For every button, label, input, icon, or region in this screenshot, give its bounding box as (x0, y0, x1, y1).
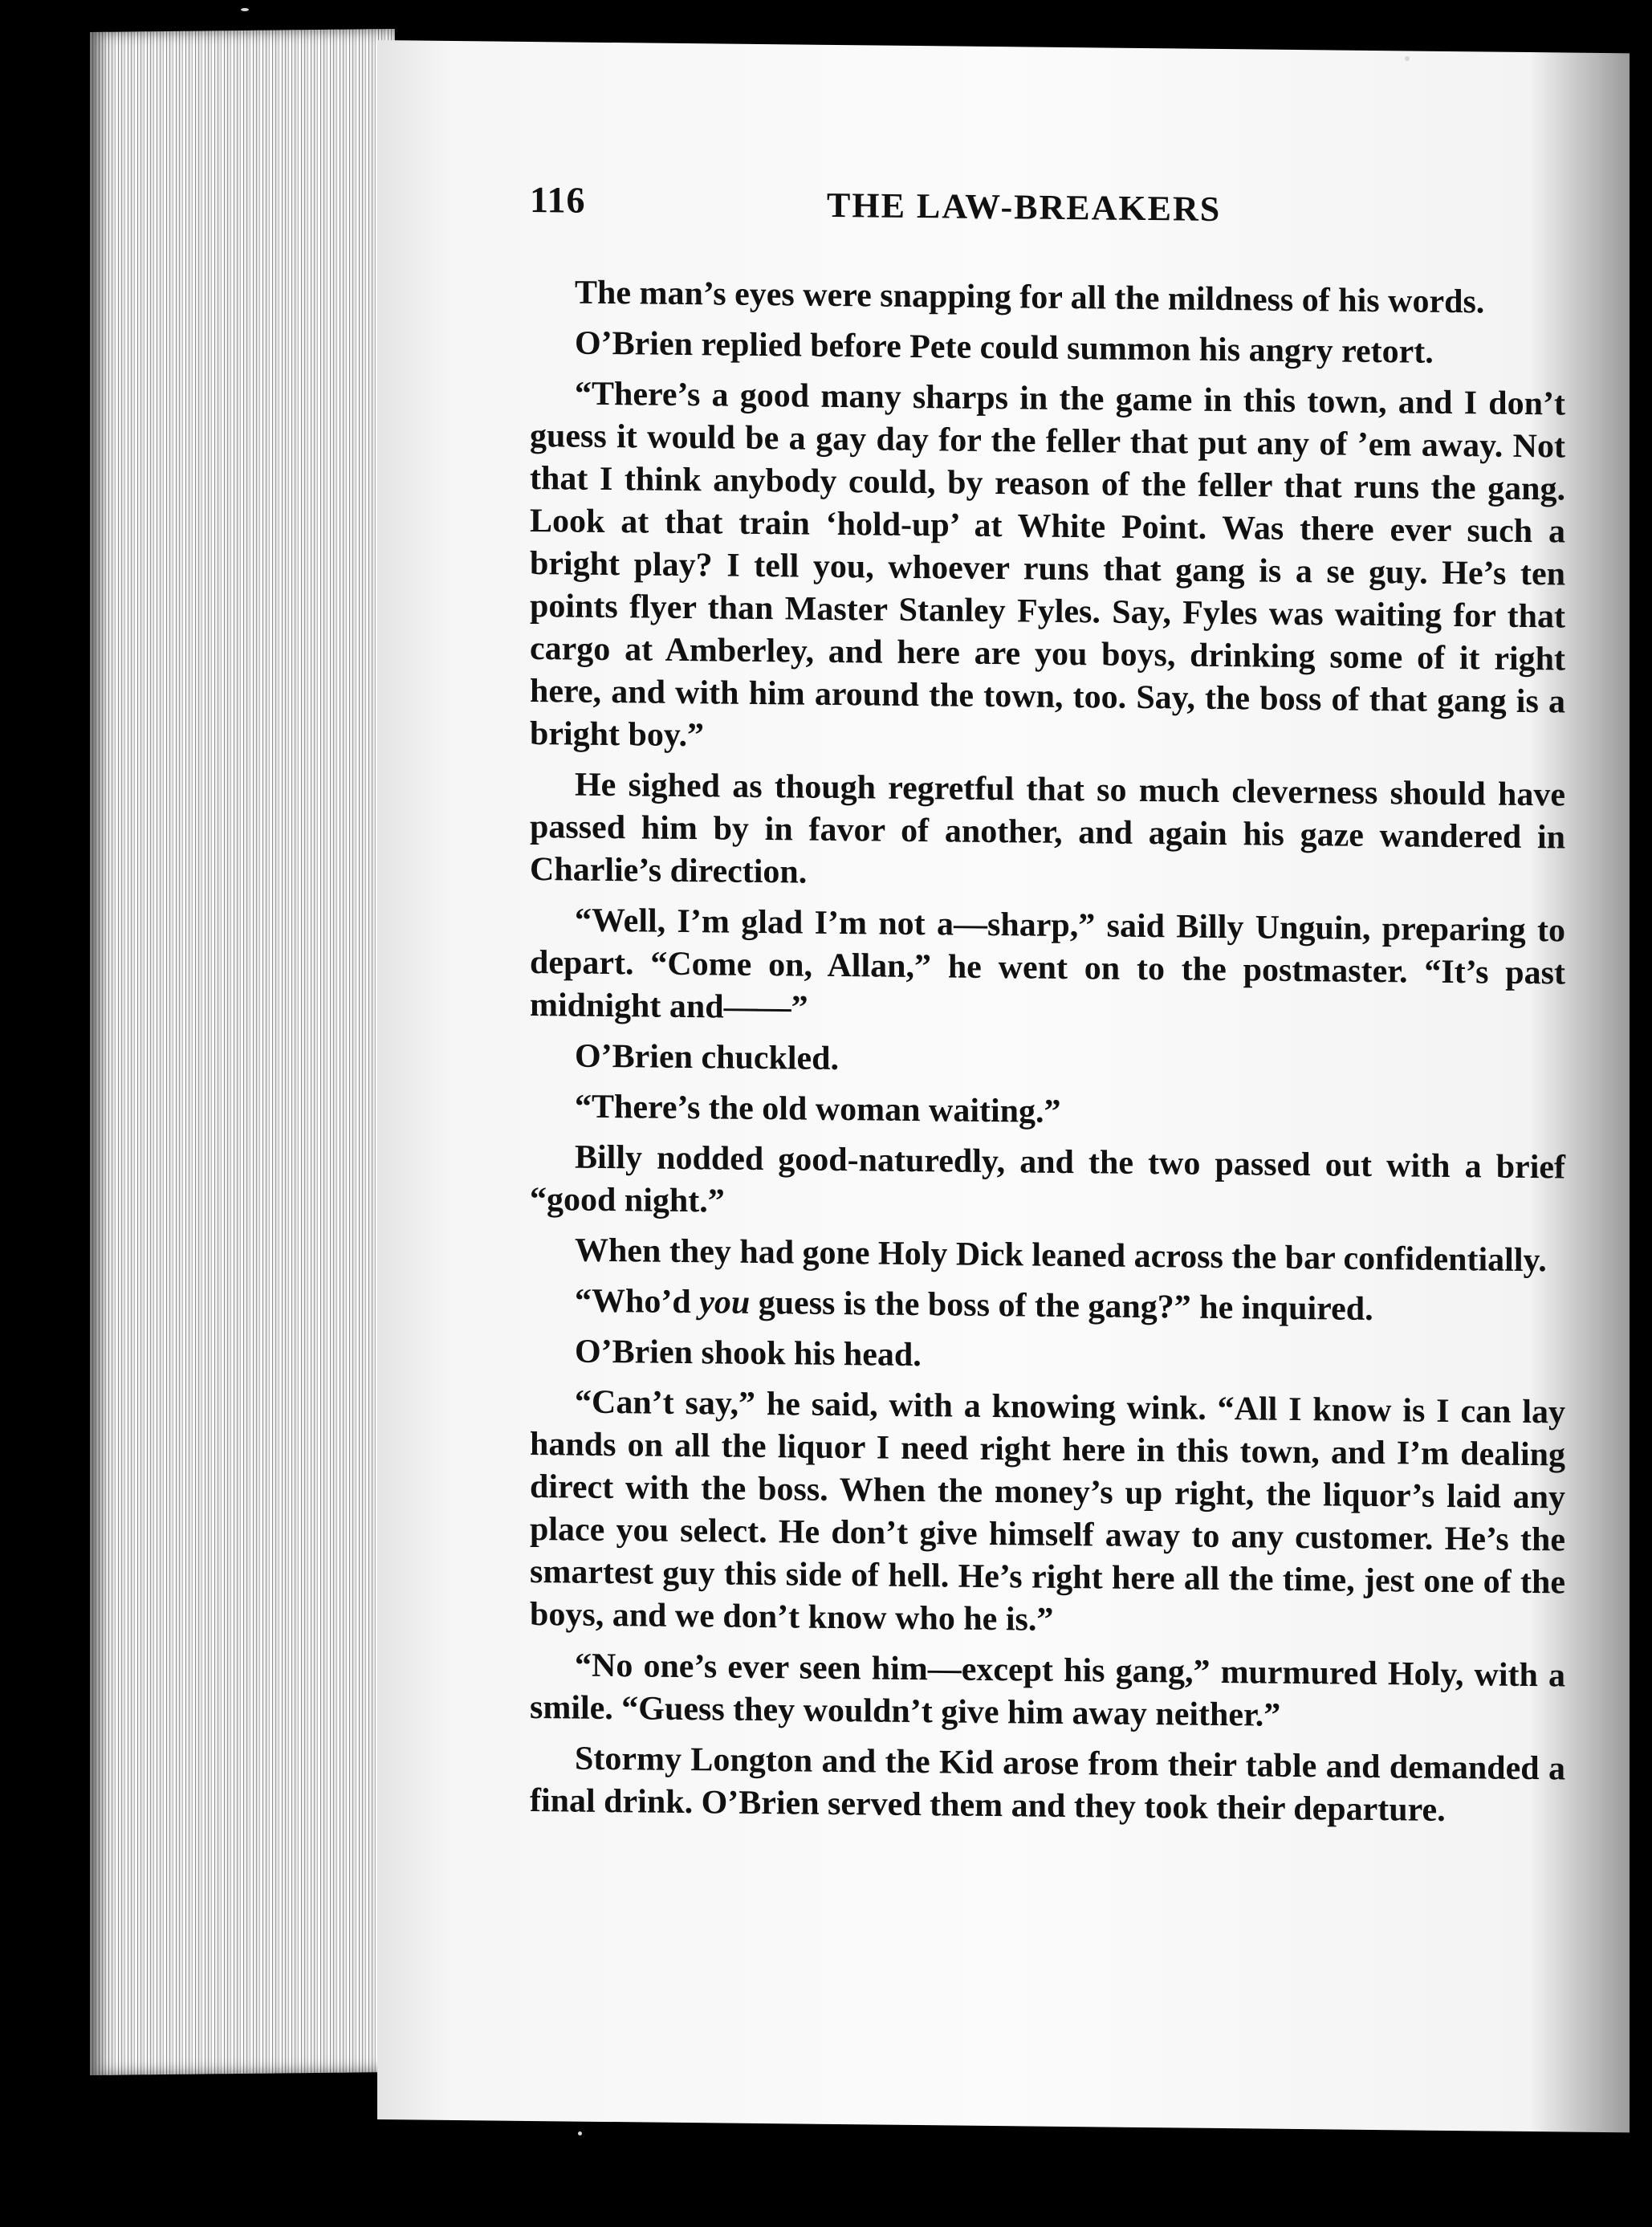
page-edges (90, 29, 395, 2075)
question-after: guess is the boss of the gang?” he inquired. (750, 1284, 1373, 1328)
paragraph: O’Brien replied before Pete could summon his angry retort. (575, 324, 1434, 371)
paragraph: “No one’s ever seen him—except his gang,” murmured Holy, with a smile. “Guess they wouldn’t give him away neither.” (530, 1647, 1565, 1734)
page-number: 116 (530, 178, 586, 221)
paragraph: “There’s the old woman waiting.” (575, 1088, 1061, 1130)
paragraph: O’Brien shook his head. (575, 1333, 922, 1374)
scan-speck (578, 2131, 582, 2135)
body-text (530, 271, 1565, 1834)
paragraph: O’Brien chuckled. (575, 1037, 840, 1078)
question-before: “Who’d (575, 1282, 700, 1321)
paragraph: The man’s eyes were snapping for all the mildness of his words. (575, 274, 1485, 321)
paragraph-question (530, 1280, 1565, 1333)
paragraph: When they had gone Holy Dick leaned across the bar confidentially. (575, 1232, 1547, 1280)
question-emphasis: you (699, 1284, 751, 1321)
paragraph: Billy nodded good-naturedly, and the two passed out with a brief “good night.” (530, 1138, 1565, 1220)
paragraph: “Can’t say,” he said, with a knowing wink. “All I know is I can lay hands on all the liquor I need right here in this town, and I’m dealing direct with the boss. When the money’s up right, the liquor’s laid any place you select. He don’t give himself away to any customer. He’s the smartest guy this side of hell. He’s right here all the time, jest one of the boys, and we don’t know who he is.” (530, 1383, 1565, 1639)
page-content (530, 178, 1565, 1842)
paragraph: “Well, I’m glad I’m not a—sharp,” said Billy Unguin, preparing to depart. “Come on, Allan,” he went on to the postmaster. “It’s past midnight and——” (530, 902, 1565, 1027)
scan-speck (1405, 56, 1410, 61)
book-page (377, 40, 1630, 2132)
paragraph: “There’s a good many sharps in the game in this town, and I don’t guess it would be a gay day for the feller that put any of ’em away. Not that I think anybody could, by reason of the feller that runs the gang. Look at that train ‘hold-up’ at White Point. Was there ever such a bright play? I tell you, whoever runs that gang is a se guy. He’s ten points flyer than Master Stanley Fyles. Say, Fyles was waiting for that cargo at Amberley, and here are you boys, drinking some of it right here, and with him around the town, too. Say, the boss of that gang is a bright boy.” (530, 375, 1565, 755)
paragraph: He sighed as though regretful that so much cleverness should have passed him by in favor of another, and again his gaze wandered in Charlie’s direction. (530, 766, 1565, 891)
scan-speck (241, 8, 249, 11)
running-title: THE LAW-BREAKERS (827, 185, 1222, 230)
running-head (530, 178, 1565, 246)
paragraph: Stormy Longton and the Kid arose from their table and demanded a final drink. O’Brien served them and they took their departure. (530, 1740, 1565, 1829)
